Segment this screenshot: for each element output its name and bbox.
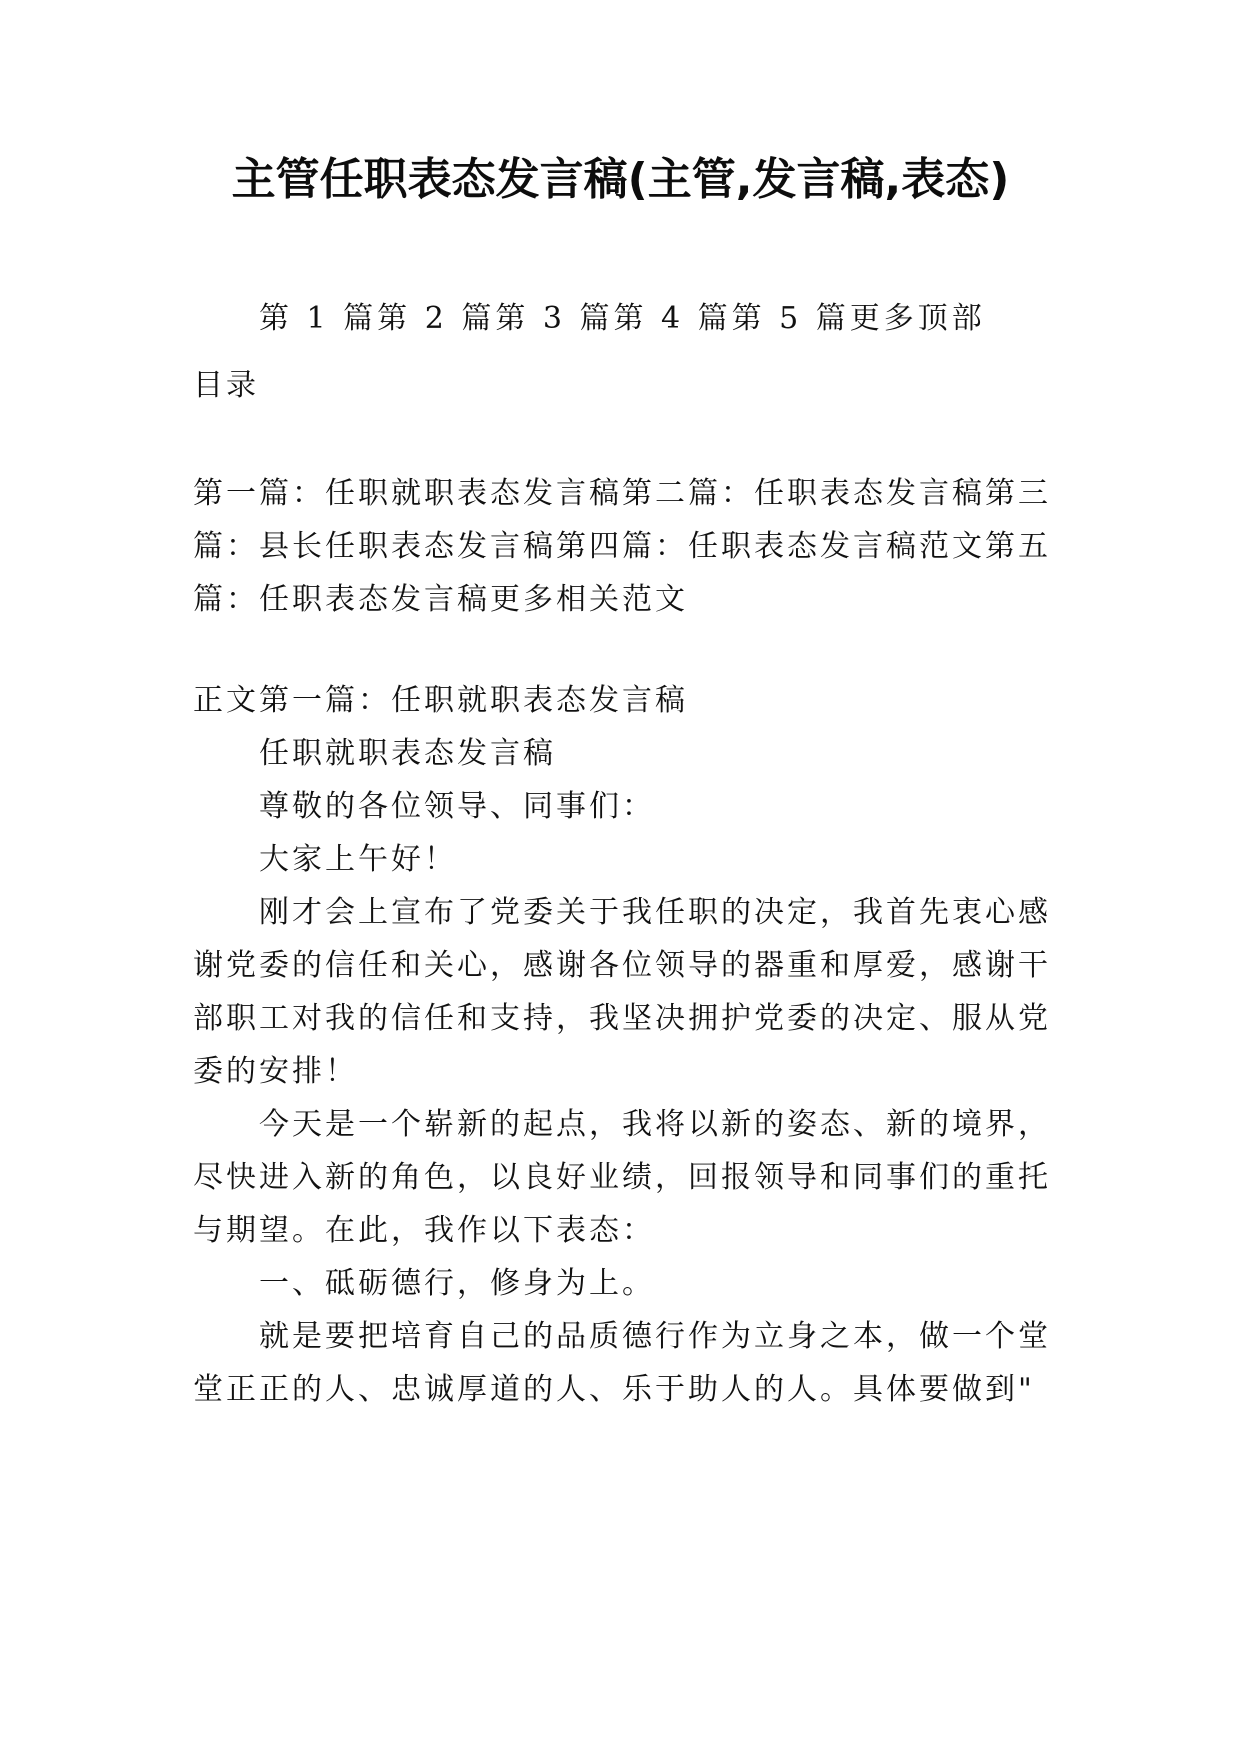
toc-line[interactable]: 篇：任职表态发言稿更多相关范文 — [193, 582, 688, 617]
article-nav-links[interactable]: 第 1 篇第 2 篇第 3 篇第 4 篇第 5 篇更多顶部 — [259, 301, 986, 336]
document-title: 主管任职表态发言稿(主管,发言稿,表态) — [231, 154, 1010, 205]
paragraph-line: 与期望。在此，我作以下表态： — [193, 1213, 655, 1248]
greeting: 大家上午好！ — [259, 842, 457, 877]
speech-title: 任职就职表态发言稿 — [259, 736, 556, 771]
section-heading: 一、砥砺德行，修身为上。 — [259, 1266, 655, 1301]
paragraph-line: 部职工对我的信任和支持，我坚决拥护党委的决定、服从党 — [193, 1001, 1051, 1036]
paragraph-line: 堂正正的人、忠诚厚道的人、乐于助人的人。具体要做到" — [193, 1372, 1035, 1407]
paragraph-line: 谢党委的信任和关心，感谢各位领导的器重和厚爱，感谢干 — [193, 948, 1051, 983]
salutation: 尊敬的各位领导、同事们： — [259, 789, 655, 824]
toc-heading: 目录 — [193, 368, 259, 403]
paragraph-line: 就是要把培育自己的品质德行作为立身之本，做一个堂 — [259, 1319, 1051, 1354]
body-heading: 正文第一篇：任职就职表态发言稿 — [193, 683, 688, 718]
paragraph-line: 委的安排！ — [193, 1054, 358, 1089]
toc-line[interactable]: 篇：县长任职表态发言稿第四篇：任职表态发言稿范文第五 — [193, 529, 1051, 564]
paragraph-line: 刚才会上宣布了党委关于我任职的决定，我首先衷心感 — [259, 895, 1051, 930]
paragraph-line: 尽快进入新的角色，以良好业绩，回报领导和同事们的重托 — [193, 1160, 1051, 1195]
toc-line[interactable]: 第一篇：任职就职表态发言稿第二篇：任职表态发言稿第三 — [193, 476, 1051, 511]
paragraph-line: 今天是一个崭新的起点，我将以新的姿态、新的境界， — [259, 1107, 1051, 1142]
